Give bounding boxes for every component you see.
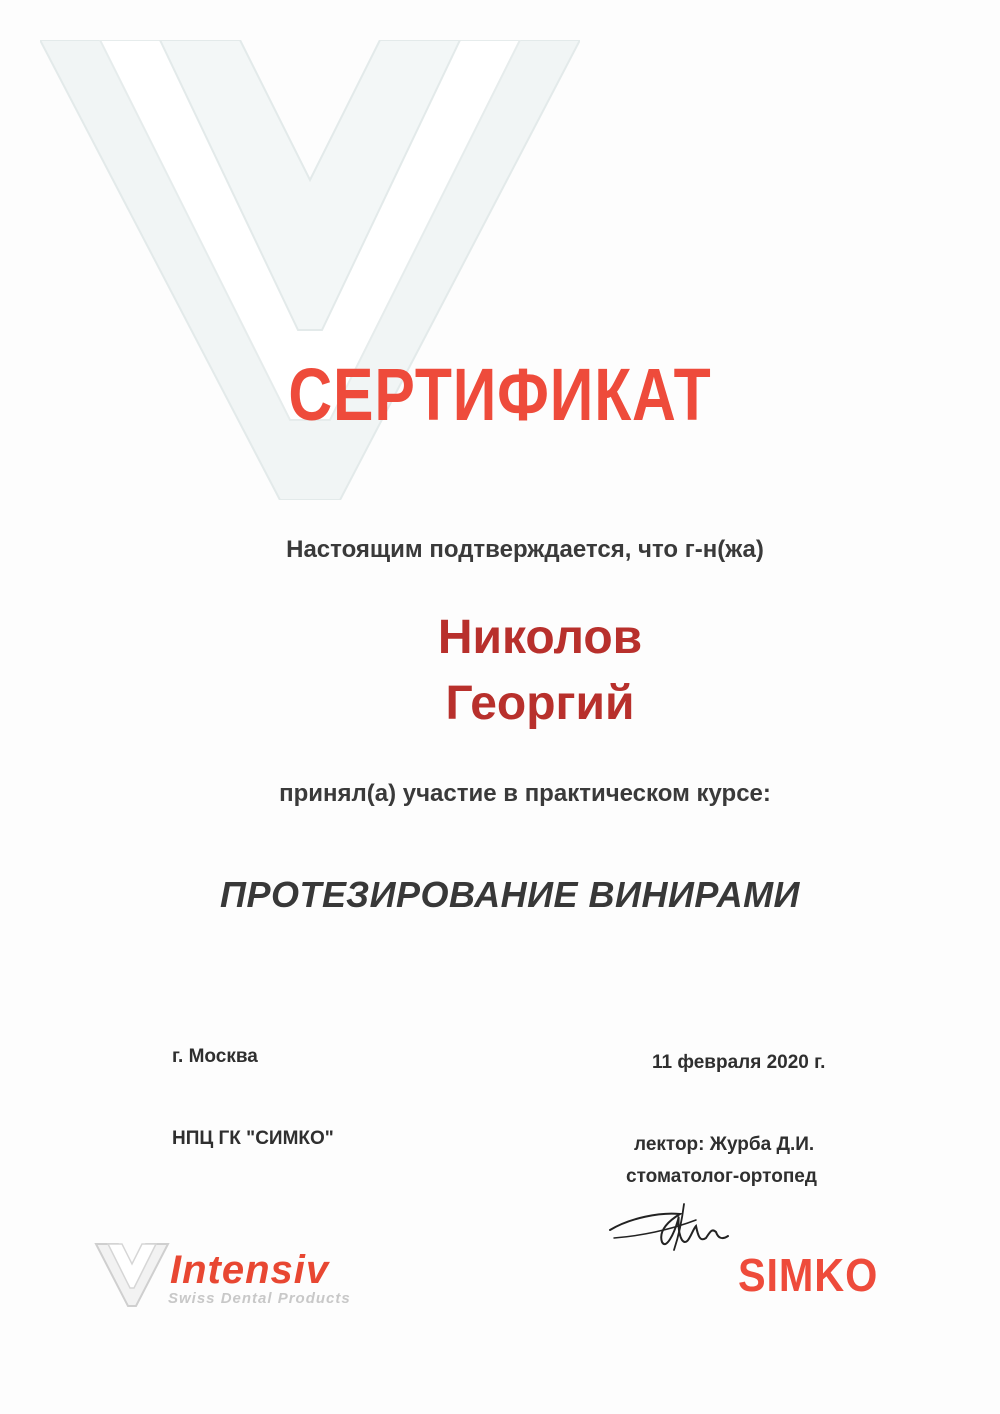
certificate-title: СЕРТИФИКАТ: [288, 353, 712, 436]
organization-name: НПЦ ГК "СИМКО": [172, 1128, 334, 1149]
lecturer-role: стоматолог-ортопед: [626, 1166, 817, 1187]
course-title: ПРОТЕЗИРОВАНИЕ ВИНИРАМИ: [220, 874, 800, 915]
simko-logo: SIMKO: [738, 1249, 879, 1301]
intensiv-logo: Intensiv: [170, 1248, 330, 1292]
intro-text: Настоящим подтверждается, что г-н(жа): [286, 536, 764, 563]
handwritten-signature: [600, 1190, 760, 1260]
lecturer-name: лектор: Журба Д.И.: [634, 1134, 815, 1155]
issue-date: 11 февраля 2020 г.: [652, 1052, 826, 1073]
recipient-surname: Николов: [437, 611, 643, 664]
participation-text: принял(а) участие в практическом курсе:: [279, 780, 771, 807]
recipient-given-name: Георгий: [445, 677, 635, 730]
city-label: г. Москва: [172, 1046, 258, 1067]
intensiv-tagline: Swiss Dental Products: [168, 1290, 351, 1307]
